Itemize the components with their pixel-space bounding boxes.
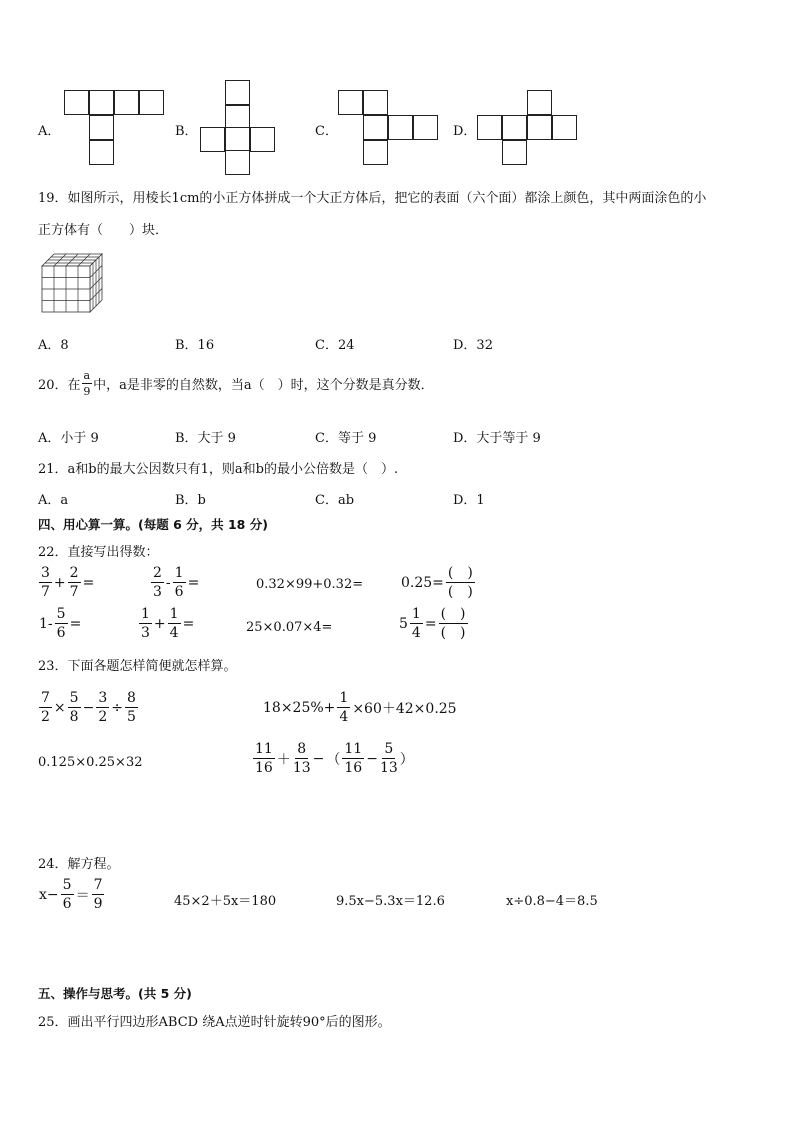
fraction: $\frac{2}{7}$ — [69, 565, 79, 600]
fraction: $\frac{5}{8}$ — [69, 690, 79, 725]
fraction: $\frac{7}{2}$ — [41, 690, 50, 725]
option-c-label[interactable]: C． — [315, 124, 338, 139]
q23-expr-3: 0.125×0.25×32 — [38, 755, 143, 770]
fraction: $\frac{8}{5}$ — [126, 690, 136, 725]
q23-title: 23．下面各题怎样简便就怎样算。 — [38, 659, 237, 674]
option-a-label[interactable]: A． — [38, 124, 61, 139]
q21-option-a[interactable]: A．a — [38, 493, 69, 508]
q19-stem-line1: 19．如图所示，用棱长1cm的小正方体拼成一个大正方体后，把它的表面（六个面）都涂上颜色，其中两面涂色的小 — [38, 191, 707, 206]
fraction: $\frac{8}{13}$ — [292, 741, 311, 776]
q23-expr-2: 18×25%+ $\frac{1}{4}$ ×60＋42×0.25 — [263, 690, 457, 725]
q24-title: 24．解方程。 — [38, 857, 120, 872]
fraction: $\frac{5}{13}$ — [379, 741, 398, 776]
q24-eq-2: 45×2＋5x＝180 — [174, 894, 277, 909]
fraction: $\frac{1}{4}$ — [411, 606, 421, 641]
q20-stem — [38, 370, 434, 397]
q22-item-8: 5 $\frac{1}{4}$ = $\frac{( )}{( )}$ — [399, 606, 466, 641]
q24-eq-4: x÷0.8−4＝8.5 — [506, 894, 598, 909]
q22-item-6: $\frac{1}{3}$ + $\frac{1}{4}$ = — [141, 606, 195, 641]
q19-option-c[interactable]: C．24 — [315, 338, 355, 353]
option-d-label[interactable]: D． — [453, 124, 477, 139]
q22-item-2: $\frac{2}{3}$ - $\frac{1}{6}$ = — [153, 565, 200, 600]
q22-title: 22．直接写出得数： — [38, 545, 159, 560]
q22-item-1: $\frac{3}{7}$ + $\frac{2}{7}$ = — [41, 565, 95, 600]
q20-option-c[interactable]: C．等于 9 — [315, 431, 377, 446]
q23-expr-4: $\frac{11}{16}$ ＋ $\frac{8}{13}$ − （ $\frac{11}{16}$ − $\frac{5}{13}$ ） — [255, 741, 414, 776]
fraction: $\frac{2}{3}$ — [153, 565, 162, 600]
q22-item-3: 0.32×99+0.32= — [256, 577, 364, 592]
q19-stem-line2: 正方体有（ ）块． — [38, 223, 169, 238]
q25-stem: 25．画出平行四边形ABCD 绕A点逆时针旋转90°后的图形。 — [38, 1015, 391, 1030]
q24-eq-1: x− $\frac{5}{6}$ ＝ $\frac{7}{9}$ — [39, 877, 103, 912]
q21-stem: 21．a和b的最大公因数只有1，则a和b的最小公倍数是（ ）. — [38, 462, 399, 477]
fraction: $\frac{3}{2}$ — [98, 690, 108, 725]
fraction: $\frac{11}{16}$ — [255, 741, 273, 776]
q20-option-a[interactable]: A．小于 9 — [38, 431, 99, 446]
fraction: $\frac{1}{4}$ — [169, 606, 179, 641]
answer-blank-fraction[interactable]: $\frac{( )}{( )}$ — [440, 606, 466, 641]
q22-item-5: 1- $\frac{5}{6}$ = — [39, 606, 82, 641]
fraction: $\frac{11}{16}$ — [344, 741, 363, 776]
q20-option-b[interactable]: B．大于 9 — [175, 431, 236, 446]
fraction: $\frac{7}{9}$ — [93, 877, 103, 912]
q20-suffix: 中，a是非零的自然数，当a（ ）时，这个分数是真分数． — [93, 378, 434, 393]
fraction: $\frac{5}{6}$ — [56, 606, 66, 641]
q24-eq-3: 9.5x−5.3x＝12.6 — [336, 894, 445, 909]
q21-option-b[interactable]: B．b — [175, 493, 206, 508]
q22-item-4: 0.25= $\frac{( )}{( )}$ — [401, 565, 473, 600]
section-4-title: 四、用心算一算。(每题 6 分，共 18 分) — [38, 517, 268, 532]
cube-figure — [38, 252, 104, 314]
fraction: $\frac{3}{7}$ — [41, 565, 50, 600]
q22-item-7: 25×0.07×4= — [246, 620, 333, 635]
q20-prefix: 20．在 — [38, 378, 81, 393]
section-5-title: 五、操作与思考。(共 5 分) — [38, 986, 192, 1001]
q21-option-c[interactable]: C．ab — [315, 493, 355, 508]
fraction: $\frac{5}{6}$ — [62, 877, 72, 912]
fraction: $\frac{1}{3}$ — [141, 606, 150, 641]
q19-option-d[interactable]: D．32 — [453, 338, 493, 353]
fraction-a-over-9: $\frac{a}{9}$ — [83, 369, 91, 398]
fraction: $\frac{1}{6}$ — [174, 565, 184, 600]
fraction: $\frac{1}{4}$ — [339, 690, 349, 725]
q19-option-a[interactable]: A．8 — [38, 338, 69, 353]
q20-option-d[interactable]: D．大于等于 9 — [453, 431, 541, 446]
answer-blank-fraction[interactable]: $\frac{( )}{( )}$ — [447, 565, 473, 600]
q19-option-b[interactable]: B．16 — [175, 338, 215, 353]
option-b-label[interactable]: B． — [175, 124, 198, 139]
q21-option-d[interactable]: D．1 — [453, 493, 485, 508]
q23-expr-1: $\frac{7}{2}$ × $\frac{5}{8}$ − $\frac{3}{2}$ ÷ $\frac{8}{5}$ — [41, 690, 136, 725]
